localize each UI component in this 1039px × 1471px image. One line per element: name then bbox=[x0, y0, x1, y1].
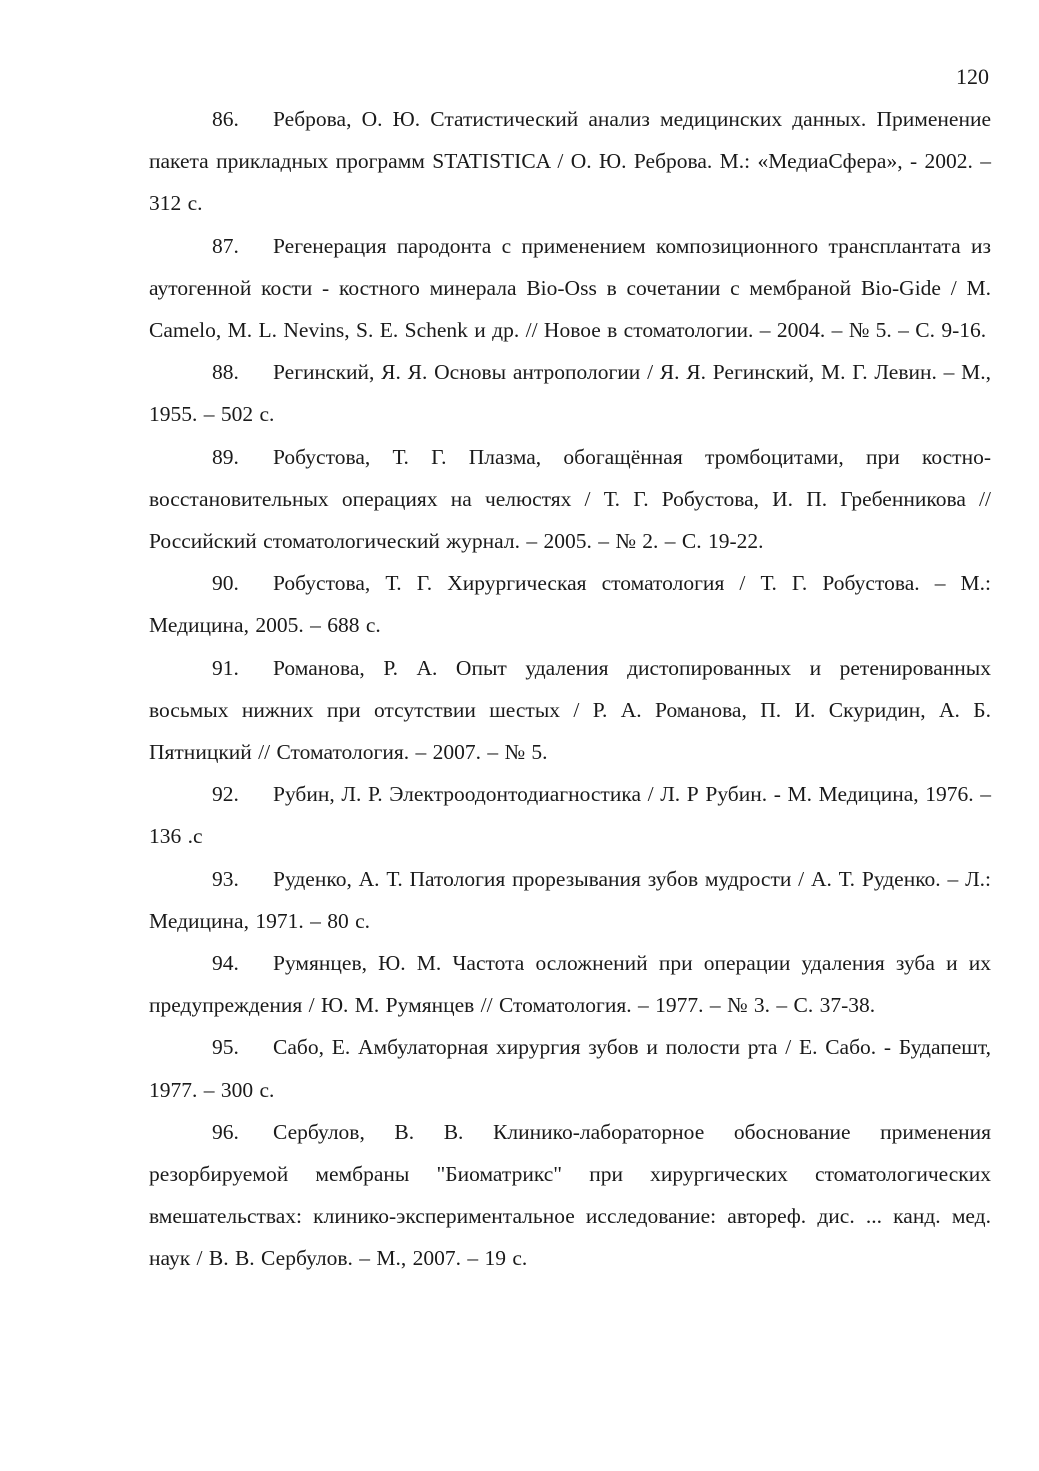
reference-item bbox=[149, 773, 991, 857]
reference-item bbox=[149, 562, 991, 646]
reference-text: Романова, Р. А. Опыт удаления дистопированных и ретенированных восьмых нижних при отсутствии шестых / Р. А. Романова, П. И. Скуридин, А. Б. Пятницкий // Стоматология. – 2007. – № 5. bbox=[149, 655, 991, 765]
reference-text: Робустова, Т. Г. Хирургическая стоматология / Т. Г. Робустова. – М.: Медицина, 2005. – 688 с. bbox=[149, 571, 991, 638]
reference-number: 93. bbox=[212, 866, 239, 891]
reference-number: 96. bbox=[212, 1119, 239, 1144]
reference-item bbox=[149, 98, 991, 225]
reference-number: 86. bbox=[212, 107, 239, 131]
reference-item bbox=[149, 225, 991, 352]
reference-item bbox=[149, 1026, 991, 1110]
reference-number: 90. bbox=[212, 571, 239, 596]
reference-text: Сабо, Е. Амбулаторная хирургия зубов и полости рта / Е. Сабо. - Будапешт, 1977. – 300 с. bbox=[149, 1035, 991, 1102]
reference-item bbox=[149, 942, 991, 1026]
reference-item bbox=[149, 1111, 991, 1280]
reference-number: 94. bbox=[212, 951, 239, 976]
reference-item bbox=[149, 351, 991, 435]
reference-number: 89. bbox=[212, 444, 239, 469]
reference-number: 88. bbox=[212, 360, 239, 385]
reference-number: 91. bbox=[212, 655, 239, 680]
reference-text: Рубин, Л. Р. Электроодонтодиагностика / Л. Р Рубин. - М. Медицина, 1976. – 136 .с bbox=[149, 782, 991, 849]
reference-number: 92. bbox=[212, 782, 239, 807]
reference-text: Руденко, А. Т. Патология прорезывания зубов мудрости / А. Т. Руденко. – Л.: Медицина, 1971. – 80 с. bbox=[149, 866, 991, 933]
reference-item bbox=[149, 858, 991, 942]
reference-text: Робустова, Т. Г. Плазма, обогащённая тромбоцитами, при костно-восстановительных операциях на челюстях / Т. Г. Робустова, И. П. Гребенникова // Российский стоматологический журнал. – 2005. – № 2. – С. 19-22. bbox=[149, 444, 991, 554]
reference-text: Румянцев, Ю. М. Частота осложнений при операции удаления зуба и их предупреждения / Ю. М. Румянцев // Стоматология. – 1977. – № 3. – С. 37-38. bbox=[149, 951, 991, 1018]
reference-number: 87. bbox=[212, 233, 239, 258]
reference-number: 95. bbox=[212, 1035, 239, 1060]
page-number: 120 bbox=[956, 64, 989, 89]
reference-text: Сербулов, В. В. Клинико-лабораторное обоснование применения резорбируемой мембраны "Биоматрикс" при хирургических стоматологических вмешательствах: клинико-экспериментальное исследование: автореф. дис. ... канд. мед. наук / В. В. Сербулов. – М., 2007. – 19 с. bbox=[149, 1119, 991, 1271]
reference-text: Регинский, Я. Я. Основы антропологии / Я. Я. Регинский, М. Г. Левин. – М., 1955. – 502 с. bbox=[149, 360, 991, 427]
reference-list bbox=[149, 98, 991, 1280]
reference-item bbox=[149, 436, 991, 563]
reference-text: Реброва, О. Ю. Статистический анализ медицинских данных. Применение пакета прикладных программ STATISTICA / О. Ю. Реброва. М.: «МедиаСфера», - 2002. – 312 с. bbox=[149, 107, 991, 216]
reference-text: Регенерация пародонта с применением композиционного трансплантата из аутогенной кости - костного минерала Bio-Oss в сочетании с мембраной Bio-Gide / M. Camelo, M. L. Nevins, S. E. Schenk и др. // Новое в стоматологии. – 2004. – № 5. – С. 9-16. bbox=[149, 233, 991, 343]
reference-item bbox=[149, 647, 991, 774]
